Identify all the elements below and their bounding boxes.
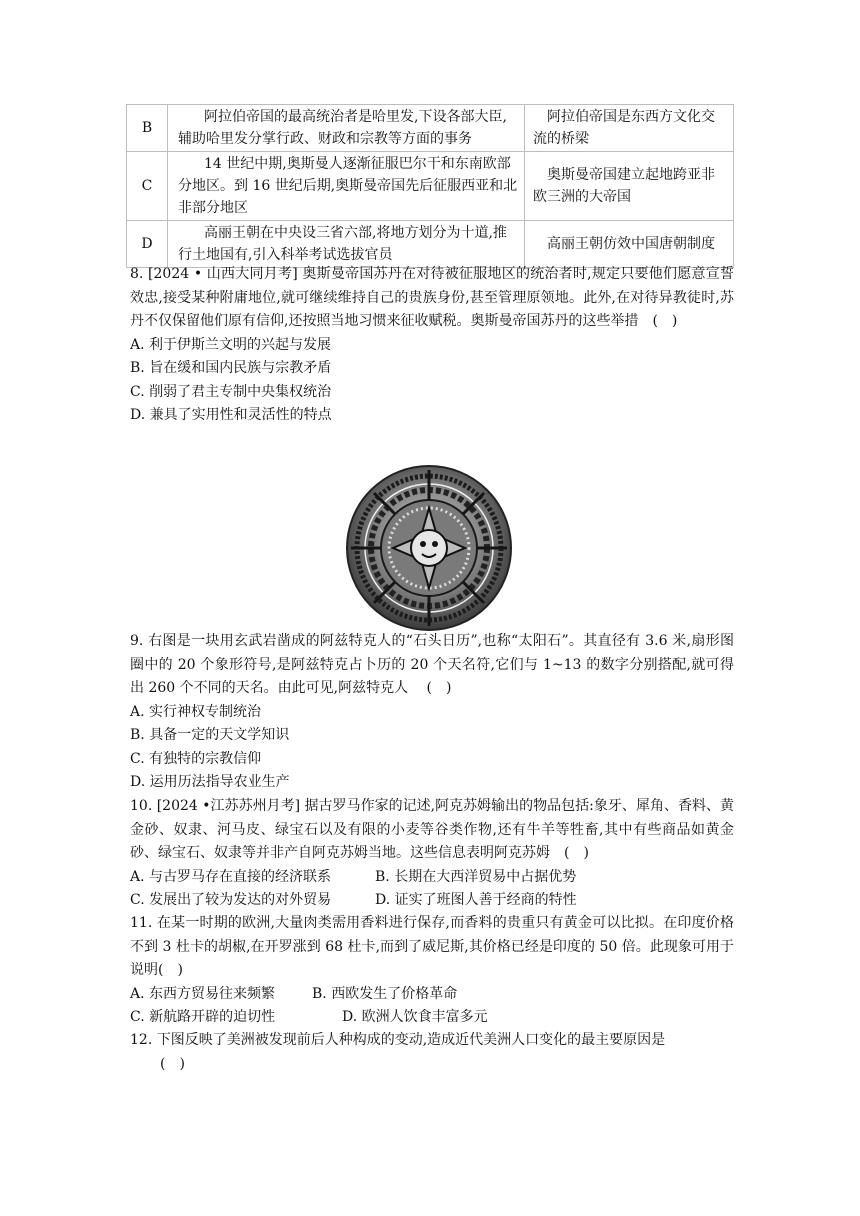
row-conclusion: 高丽王朝仿效中国唐朝制度	[525, 221, 734, 268]
option-a: A. 东西方贸易往来频繁	[130, 985, 276, 1002]
table-row	[127, 152, 734, 221]
question-9	[130, 630, 734, 795]
answer-bracket: ( )	[160, 1055, 185, 1072]
option-b: B. 旨在缓和国内民族与宗教矛盾	[130, 360, 332, 376]
question-8	[130, 263, 734, 428]
row-key: D	[127, 221, 168, 268]
question-stem: 8. [2024 • 山西大同月考] 奥斯曼帝国苏丹在对待被征服地区的统治者时,规定只要他们愿意宣誓效忠,接受某种附庸地位,就可继续维持自己的贵族身份,甚至管理原领地。此外,在对待异教徒时,苏丹不仅保留他们原有信仰,还按照当地习惯来征收赋税。奥斯曼帝国苏丹的这些举措 ( )	[130, 266, 734, 329]
option-row	[130, 983, 734, 1007]
option-c: C. 有独特的宗教信仰	[130, 750, 262, 767]
option-a: A. 利于伊斯兰文明的兴起与发展	[130, 336, 332, 353]
row-conclusion: 阿拉伯帝国是东西方文化交流的桥梁	[525, 105, 734, 152]
row-conclusion: 奥斯曼帝国建立起地跨亚非欧三洲的大帝国	[525, 152, 734, 221]
options-table	[126, 104, 734, 268]
option-c: C. 发展出了较为发达的对外贸易	[130, 892, 332, 908]
table-row	[127, 105, 734, 152]
option-b: B. 西欧发生了价格革命	[312, 985, 458, 1002]
question-stem: 9. 右图是一块用玄武岩凿成的阿兹特克人的“石头日历”,也称“太阳石”。其直径有 3.6 米,扇形图圈中的 20 个象形符号,是阿兹特克占卜历的 20 个天名符,它们与 1~13 的数字分别搭配,就可得出 260 个不同的天名。由此可见,阿兹特克人 ( )	[130, 633, 734, 696]
table-row	[127, 221, 734, 268]
question-12	[130, 1029, 734, 1076]
option-c: C. 新航路开辟的迫切性	[130, 1009, 276, 1025]
option-d: D. 运用历法指导农业生产	[130, 774, 290, 790]
question-stem: 11. 在某一时期的欧洲,大量肉类需用香料进行保存,而香料的贵重只有黄金可以比拟。在印度价格不到 3 杜卡的胡椒,在开罗涨到 68 杜卡,而到了威尼斯,其价格已经是印度的 50 倍。此现象可用于说明( )	[130, 915, 734, 978]
option-row	[130, 866, 734, 890]
option-d: D. 欧洲人饮食丰富多元	[342, 1009, 488, 1025]
row-key: C	[127, 152, 168, 221]
row-material: 14 世纪中期,奥斯曼人逐渐征服巴尔干和东南欧部分地区。到 16 世纪后期,奥斯曼帝国先后征服西亚和北非部分地区	[168, 152, 525, 221]
option-c: C. 削弱了君主专制中央集权统治	[130, 383, 332, 400]
aztec-sun-stone-icon	[345, 464, 513, 632]
option-d: D. 证实了班图人善于经商的特性	[375, 892, 577, 908]
question-stem: 10. [2024 •江苏苏州月考] 据古罗马作家的记述,阿克苏姆输出的物品包括:象牙、犀角、香料、黄金砂、奴隶、河马皮、绿宝石以及有限的小麦等谷类作物,还有牛羊等牲畜,其中有些商品如黄金砂、绿宝石、奴隶等并非产自阿克苏姆当地。这些信息表明阿克苏姆 ( )	[130, 798, 734, 861]
option-a: A. 实行神权专制统治	[130, 703, 262, 720]
option-row	[130, 1006, 734, 1030]
question-10	[130, 795, 734, 913]
option-d: D. 兼具了实用性和灵活性的特点	[130, 407, 332, 423]
option-b: B. 长期在大西洋贸易中占据优势	[375, 868, 577, 885]
option-row	[130, 889, 734, 913]
question-stem: 12. 下图反映了美洲被发现前后人种构成的变动,造成近代美洲人口变化的最主要原因是	[130, 1032, 666, 1048]
option-b: B. 具备一定的天文学知识	[130, 727, 290, 743]
row-material: 高丽王朝在中央设三省六部,将地方划分为十道,推行土地国有,引入科举考试选拔官员	[168, 221, 525, 268]
question-11	[130, 912, 734, 1030]
option-a: A. 与古罗马存在直接的经济联系	[130, 868, 332, 885]
row-key: B	[127, 105, 168, 152]
row-material: 阿拉伯帝国的最高统治者是哈里发,下设各部大臣,辅助哈里发分掌行政、财政和宗教等方面的事务	[168, 105, 525, 152]
